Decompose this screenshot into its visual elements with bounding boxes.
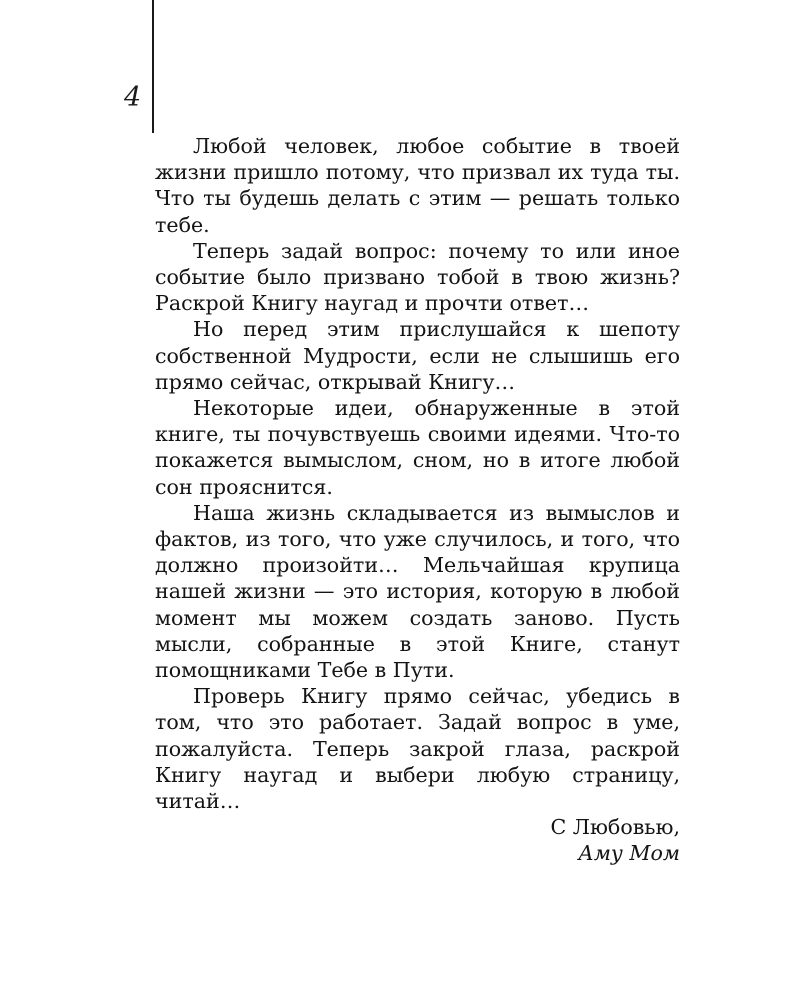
page-number: 4 <box>124 82 142 113</box>
body-text <box>155 133 680 867</box>
paragraph-3: Но перед этим прислушайся к шепоту собственной Мудрости, если не слышишь его прямо сейчас, открывай Книгу… <box>155 317 680 394</box>
signoff-author: Аму Мом <box>578 841 680 866</box>
paragraph-5: Наша жизнь складывается из вымыслов и фактов, из того, что уже случилось, и того, что должно произойти… Мельчайшая крупица нашей жизни — это история, которую в любой момент мы можем создать заново. Пусть мысли, собранные в этой Книге, станут помощниками Тебе в Пути. <box>155 500 680 683</box>
paragraph-1: Любой человек, любое событие в твоей жизни пришло потому, что призвал их туда ты. Что ты будешь делать с этим — решать только тебе. <box>155 134 680 237</box>
paragraph-2: Теперь задай вопрос: почему то или иное событие было призвано тобой в твою жизнь? Раскрой Книгу наугад и прочти ответ… <box>155 238 680 316</box>
paragraph-4: Некоторые идеи, обнаруженные в этой книге, ты почувствуешь своими идеями. Что-то покажется вымыслом, сном, но в итоге любой сон прояснится. <box>155 396 680 499</box>
paragraph-6: Проверь Книгу прямо сейчас, убедись в том, что это работает. Задай вопрос в уме, пожалуйста. Теперь закрой глаза, раскрой Книгу наугад и выбери любую страницу, читай… <box>155 684 680 814</box>
margin-rule <box>152 0 154 133</box>
signoff-closing: С Любовью, <box>550 815 680 840</box>
